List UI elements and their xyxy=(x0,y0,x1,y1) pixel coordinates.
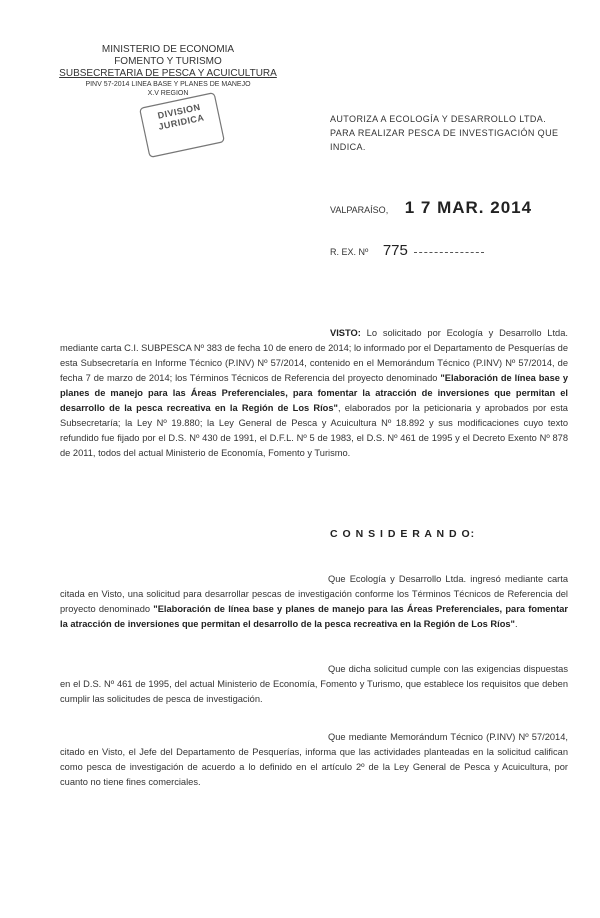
date-line xyxy=(330,198,532,218)
considerando-p1-end: . xyxy=(514,619,518,629)
stamp-text: DIVISION JURIDICA xyxy=(156,101,206,132)
undersecretariat-name: SUBSECRETARIA DE PESCA Y ACUICULTURA xyxy=(59,68,277,79)
considerando-p1-text: Que Ecología y Desarrollo Ltda. ingresó mediante carta citada en Visto, una solicitud para desarrollar pescas de investigación conforme los Términos Técnicos de Referencia del proyecto denominado xyxy=(60,574,568,614)
region-reference: X.V REGION xyxy=(147,90,189,97)
letterhead xyxy=(58,44,278,98)
project-name-bold: "Elaboración de línea base y planes de manejo para las Áreas Preferenciales, para fomentar la atracción de inversiones que permitan el desarrollo de la pesca recreativa en la Región de Los Ríos" xyxy=(60,604,568,629)
considerando-paragraph-1 xyxy=(60,572,568,632)
considerando-paragraph-2 xyxy=(60,662,568,707)
legal-division-stamp xyxy=(137,90,226,159)
date-stamp: 1 7 MAR. 2014 xyxy=(404,198,533,217)
resolution-underline xyxy=(414,252,484,253)
considerando-p3-text: Que mediante Memorándum Técnico (P.INV) Nº 57/2014, citado en Visto, el Jefe del Departamento de Pesquerías, informa que las actividades planteadas en la solicitud califican como pesca de investigación de acuerdo a lo definido en el artículo 2º de la Ley General de Pesca y Acuicultura, por cuanto no tiene fines comerciales. xyxy=(60,732,568,787)
ministry-subtitle: FOMENTO Y TURISMO xyxy=(114,56,222,67)
considerando-paragraph-3 xyxy=(60,730,568,790)
file-reference: PINV 57-2014 LINEA BASE Y PLANES DE MANEJO xyxy=(85,81,251,88)
resolution-number-line xyxy=(330,242,484,259)
document-subject: AUTORIZA A ECOLOGÍA Y DESARROLLO LTDA. PARA REALIZAR PESCA DE INVESTIGACIÓN QUE INDICA. xyxy=(330,114,559,152)
date-city: VALPARAÍSO, xyxy=(330,205,389,215)
ministry-name: MINISTERIO DE ECONOMIA xyxy=(101,44,235,55)
visto-paragraph xyxy=(60,326,568,461)
considerando-heading: C O N S I D E R A N D O: xyxy=(330,528,476,540)
project-name-bold: "Elaboración de línea base y planes de manejo para las Áreas Preferenciales, para fomentar la atracción de inversiones que permitan el desarrollo de la pesca recreativa en la Región de Los Ríos" xyxy=(60,373,568,413)
visto-text-b: , elaborados por la peticionaria y aprobados por esta Subsecretaría; la Ley Nº 19.880; la Ley General de Pesca y Acuicultura Nº 18.892 y sus modificaciones cuyo texto refundido fue fijado por el D.S. Nº 430 de 1991, el D.F.L. Nº 5 de 1983, el D.S. Nº 461 de 1995 y el Decreto Exento Nº 878 de 2011, todos del actual Ministerio de Economía, Fomento y Turismo. xyxy=(60,403,568,458)
resolution-number: 775 xyxy=(382,242,408,259)
visto-label: VISTO: xyxy=(330,328,361,338)
resolution-label: R. EX. Nº xyxy=(330,247,369,257)
visto-text-a: Lo solicitado por Ecología y Desarrollo Ltda. mediante carta C.I. SUBPESCA Nº 383 de fecha 10 de enero de 2014; lo informado por el Departamento de Pesquerías de esta Subsecretaría en Informe Técnico (P.INV) Nº 57/2014, contenido en el Memorándum Técnico (P.INV) Nº 57/2014, de fecha 7 de marzo de 2014; los Términos Técnicos de Referencia del proyecto denominado xyxy=(60,328,568,383)
considerando-p2-text: Que dicha solicitud cumple con las exigencias dispuestas en el D.S. Nº 461 de 1995, del actual Ministerio de Economía, Fomento y Turismo, que establece los requisitos que deben cumplir las solicitudes de pesca de investigación. xyxy=(60,664,568,704)
